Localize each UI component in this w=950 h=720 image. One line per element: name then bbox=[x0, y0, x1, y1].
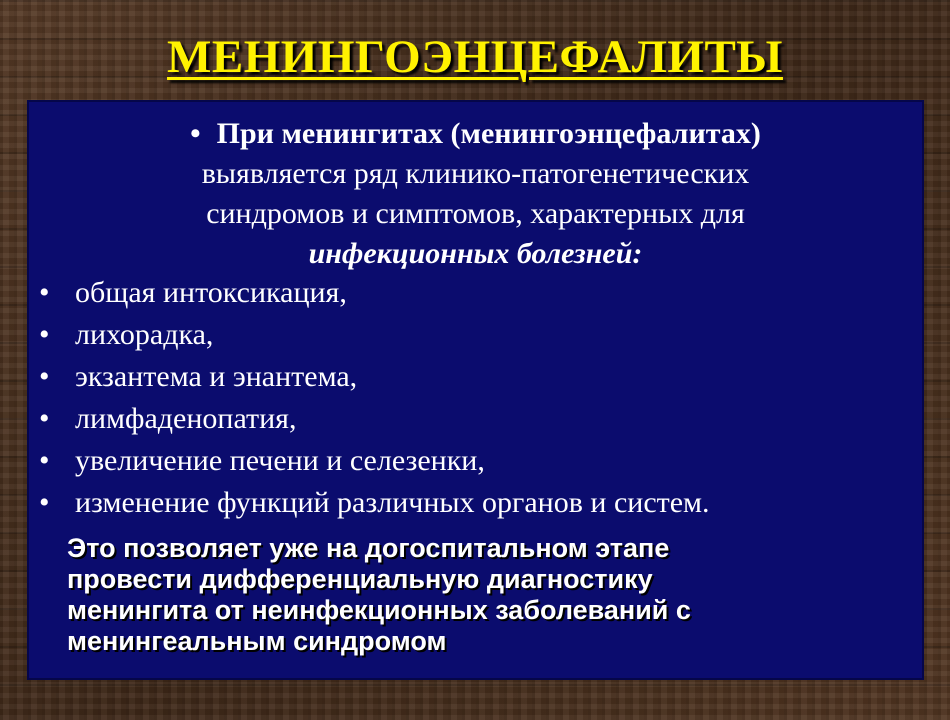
list-item bbox=[27, 314, 907, 356]
slide-title: МЕНИНГОЭНЦЕФАЛИТЫ bbox=[167, 31, 783, 83]
intro-line-3: синдромов и симптомов, характерных для bbox=[206, 197, 745, 230]
intro-line-1-text: При менингитах (менингоэнцефалитах) bbox=[216, 117, 761, 150]
list-item bbox=[27, 482, 907, 524]
closing-paragraph bbox=[67, 533, 897, 657]
symptom-list bbox=[27, 272, 907, 524]
closing-line-3: менингита от неинфекционных заболеваний с bbox=[67, 595, 691, 625]
intro-line-4: инфекционных болезней: bbox=[308, 237, 643, 270]
closing-line-2: провести дифференциальную диагностику bbox=[67, 564, 653, 594]
list-item bbox=[27, 272, 907, 314]
intro-bullet: • bbox=[190, 117, 201, 150]
bullet-marker: • bbox=[39, 318, 50, 351]
list-item bbox=[27, 440, 907, 482]
list-item-text: лихорадка, bbox=[75, 318, 214, 351]
intro-line-2: выявляется ряд клинико-патогенетических bbox=[201, 157, 750, 190]
intro-paragraph bbox=[27, 114, 924, 274]
closing-line-4: менингеальным синдромом bbox=[67, 626, 447, 656]
bullet-marker: • bbox=[39, 360, 50, 393]
list-item-text: общая интоксикация, bbox=[75, 276, 347, 309]
closing-line-1: Это позволяет уже на догоспитальном этапе bbox=[67, 533, 670, 563]
list-item bbox=[27, 398, 907, 440]
list-item-text: увеличение печени и селезенки, bbox=[75, 444, 485, 477]
list-item bbox=[27, 356, 907, 398]
intro-line-1 bbox=[27, 114, 924, 154]
bullet-marker: • bbox=[39, 402, 50, 435]
bullet-marker: • bbox=[39, 444, 50, 477]
list-item-text: лимфаденопатия, bbox=[75, 402, 297, 435]
bullet-marker: • bbox=[39, 276, 50, 309]
content-panel bbox=[27, 100, 924, 680]
list-item-text: изменение функций различных органов и систем. bbox=[75, 486, 710, 519]
bullet-marker: • bbox=[39, 486, 50, 519]
list-item-text: экзантема и энантема, bbox=[75, 360, 358, 393]
